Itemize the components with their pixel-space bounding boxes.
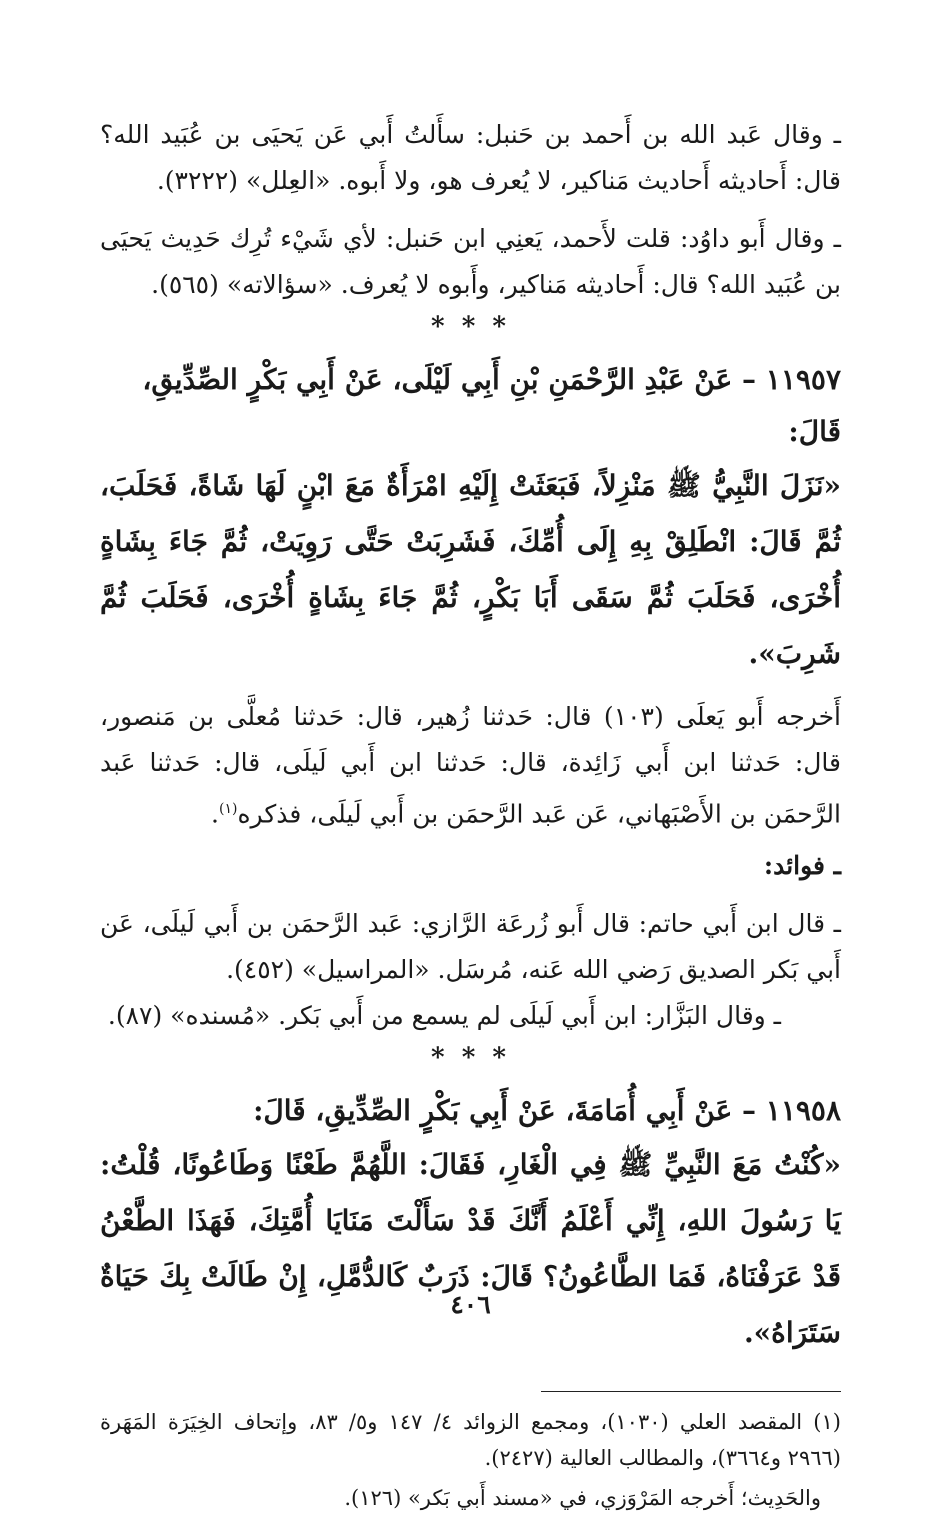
section-separator-2: * * * [431, 1043, 510, 1074]
footnote-ref-1: (١) [218, 801, 238, 817]
fawaid-item-abu-hatim: ـ قال ابن أَبي حاتم: قال أَبو زُرعَة الرَّازي: عَبد الرَّحمَن بن أَبي لَيلَى، عَن أَبي بَكر الصديق رَضي الله عَنه، مُرسَل. «المراسيل» (٤٥٢). [100, 909, 841, 985]
fawaid-heading: ـ فوائد: [763, 851, 841, 881]
paragraph-abu-dawud: ـ وقال أَبو داوُد: قلت لأَحمد، يَعنِي ابن حَنبل: لأي شَيْء تُرِك حَدِيث يَحيَى بن عُبَيد الله؟ قال: أَحاديثه مَناكير، وأَبوه لا يُعرف. «سؤالاته» (٥٦٥). [100, 224, 841, 299]
takhrij-end: . [211, 799, 219, 829]
page-number: ٤٠٦ [450, 1290, 491, 1319]
hadith-11958-heading: ١١٩٥٨ – عَنْ أَبِي أُمَامَةَ، عَنْ أَبِي بَكْرٍ الصِّدِّيقِ، قَالَ: [253, 1094, 841, 1128]
section-separator: * * * [431, 312, 510, 342]
fawaid-item-bazzar: ـ وقال البَزَّار: ابن أَبي لَيلَى لم يسمع من أَبي بَكر. «مُسنده» (٨٧). [107, 1001, 781, 1031]
footnote-1: (١) المقصد العلي (١٠٣٠)، ومجمع الزوائد ٤/ ١٤٧ و٥/ ٨٣، وإتحاف الخِيَرَة المَهَرة (٢٩٦٦ و٣٦٦٤)، والمطالب العالية (٢٤٢٧). [100, 1410, 841, 1471]
hadith-11957-text: «نَزَلَ النَّبِيُّ ﷺ مَنْزِلاً، فَبَعَثَتْ إِلَيْهِ امْرَأَةٌ مَعَ ابْنٍ لَهَا شَاةً، فَحَلَبَ، ثُمَّ قَالَ: انْطَلِقْ بِهِ إِلَى أُمِّكَ، فَشَرِبَتْ حَتَّى رَوِيَتْ، ثُمَّ جَاءَ بِشَاةٍ أُخْرَى، فَحَلَبَ ثُمَّ سَقَى أَبَا بَكْرٍ، ثُمَّ جَاءَ بِشَاةٍ أُخْرَى، فَحَلَبَ ثُمَّ شَرِبَ». [100, 469, 841, 670]
hadith-11958-text: «كُنْتُ مَعَ النَّبِيِّ ﷺ فِي الْغَارِ، فَقَالَ: اللَّهُمَّ طَعْنًا وَطَاعُونًا، قُلْتُ: يَا رَسُولَ اللهِ، إِنِّي أَعْلَمُ أَنَّكَ قَدْ سَأَلْتَ مَنَايَا أُمَّتِكَ، فَهَذَا الطَّعْنُ قَدْ عَرَفْنَاهُ، فَمَا الطَّاعُونُ؟ قَالَ: ذَرَبٌ كَالدُّمَّلِ، إِنْ طَالَتْ بِكَ حَيَاةٌ سَتَرَاهُ». [100, 1148, 841, 1350]
footnote-1-continuation: والحَدِيث؛ أَخرجه المَرْوَزي، في «مسند أَبي بَكر» (١٢٦). [344, 1486, 821, 1511]
footnote-rule [541, 1391, 841, 1392]
hadith-11957-heading: ١١٩٥٧ – عَنْ عَبْدِ الرَّحْمَنِ بْنِ أَبِي لَيْلَى، عَنْ أَبِي بَكْرٍ الصِّدِّيقِ، قَالَ: [142, 363, 841, 448]
paragraph-ilal: ـ وقال عَبد الله بن أَحمد بن حَنبل: سأَلتُ أَبي عَن يَحيَى بن عُبَيد الله؟ قال: أَحاديثه أَحاديث مَناكير، لا يُعرف هو، ولا أَبوه. «العِلل» (٣٢٢٢). [100, 120, 841, 195]
takhrij-paragraph [100, 694, 841, 837]
takhrij-text: أَخرجه أَبو يَعلَى (١٠٣) قال: حَدثنا زُهير، قال: حَدثنا مُعلَّى بن مَنصور، قال: حَدثنا ابن أَبي زَائِدة، قال: حَدثنا ابن أَبي لَيلَى، قال: حَدثنا عَبد الرَّحمَن بن الأَصْبَهاني، عَن عَبد الرَّحمَن بن أَبي لَيلَى، فذكره [100, 702, 841, 829]
